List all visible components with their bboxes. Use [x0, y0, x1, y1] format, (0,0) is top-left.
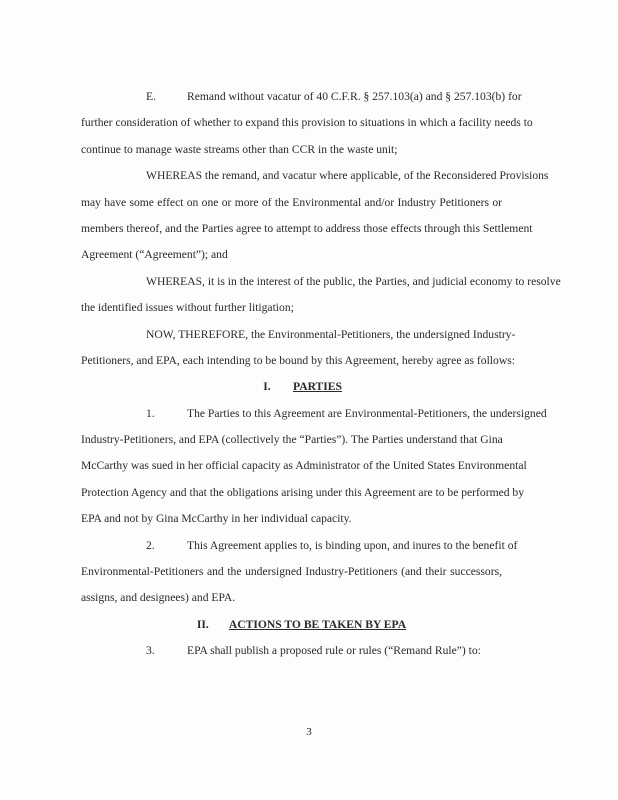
item-label: E. [146, 90, 156, 103]
text-line: Protection Agency and that the obligations arising under this Agreement are to be performed by [81, 485, 525, 499]
section-number: II. [196, 617, 209, 631]
section-number: I. [263, 380, 271, 394]
text-line: EPA shall publish a proposed rule or rules (“Remand Rule”) to: [187, 644, 481, 658]
whereas-paragraph-2 [81, 269, 561, 322]
text-line: Industry-Petitioners, and EPA (collectively the “Parties”). The Parties understand that Gina [81, 433, 503, 447]
whereas-paragraph-1 [81, 163, 549, 269]
text-line: WHEREAS, it is in the interest of the public, the Parties, and judicial economy to resolve [146, 274, 561, 288]
text-line: assigns, and designees) and EPA. [81, 591, 236, 605]
section-heading-parties [81, 374, 502, 400]
text-line: continue to manage waste streams other than CCR in the waste unit; [81, 142, 398, 156]
paragraph-number: 1. [146, 406, 155, 420]
text-line: Agreement (“Agreement”); and [81, 248, 228, 262]
section-title: ACTIONS TO BE TAKEN BY EPA [228, 617, 407, 631]
text-line: McCarthy was sued in her official capacity as Administrator of the United States Environmental [81, 459, 527, 473]
text-line: EPA and not by Gina McCarthy in her individual capacity. [81, 512, 352, 526]
text-line: Environmental-Petitioners and the undersigned Industry-Petitioners (and their successors, [81, 565, 502, 579]
paragraph-number: 2. [146, 538, 155, 552]
now-therefore-paragraph [81, 322, 516, 375]
text-line: The Parties to this Agreement are Environmental-Petitioners, the undersigned [187, 406, 547, 420]
text-line: members thereof, and the Parties agree to attempt to address those effects through this Settlement [81, 221, 533, 235]
text-line: the identified issues without further litigation; [81, 301, 294, 315]
paragraph-2 [81, 533, 518, 612]
section-heading-actions [81, 612, 502, 638]
text-line: further consideration of whether to expand this provision to situations in which a facility needs to [81, 116, 533, 130]
page-number: 3 [306, 726, 312, 738]
item-e [81, 84, 533, 163]
paragraph-1 [81, 401, 547, 533]
paragraph-3 [81, 638, 502, 664]
paragraph-number: 3. [146, 644, 155, 658]
text-line: NOW, THEREFORE, the Environmental-Petitioners, the undersigned Industry- [146, 327, 516, 341]
text-line: Remand without vacatur of 40 C.F.R. § 257.103(a) and § 257.103(b) for [187, 90, 522, 103]
document-page [81, 84, 561, 665]
text-line: WHEREAS the remand, and vacatur where applicable, of the Reconsidered Provisions [146, 169, 549, 183]
text-line: This Agreement applies to, is binding upon, and inures to the benefit of [187, 538, 518, 552]
section-title: PARTIES [293, 380, 342, 394]
text-line: may have some effect on one or more of the Environmental and/or Industry Petitioners or [81, 195, 502, 209]
text-line: Petitioners, and EPA, each intending to be bound by this Agreement, hereby agree as follows: [81, 353, 515, 367]
